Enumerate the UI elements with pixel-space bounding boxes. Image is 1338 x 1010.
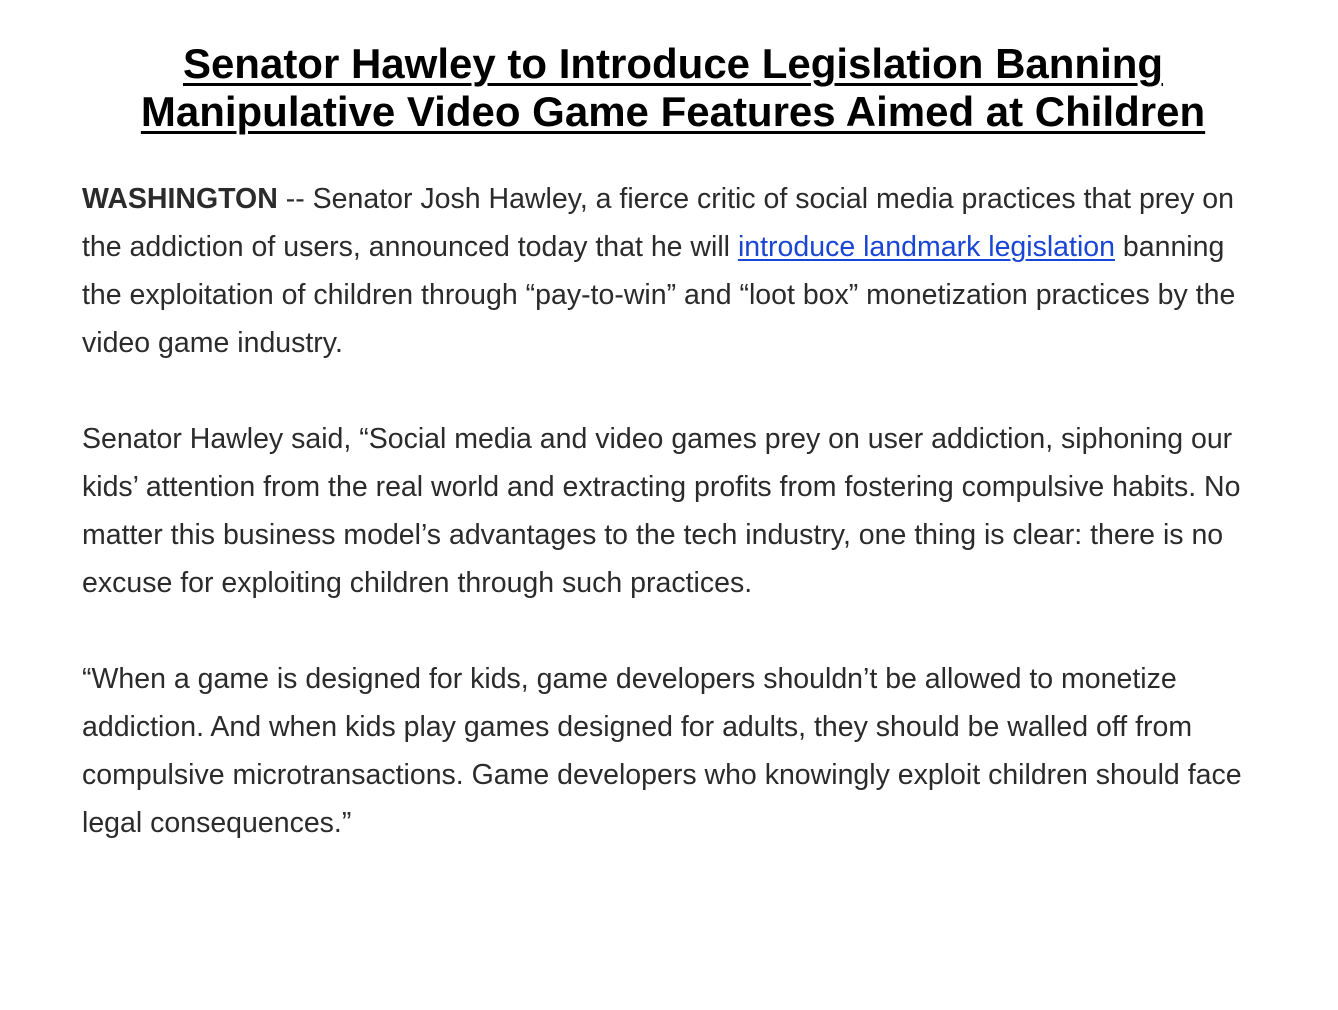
- dateline: WASHINGTON: [82, 183, 278, 215]
- paragraph-quote-2: “When a game is designed for kids, game developers shouldn’t be allowed to monetize addiction. And when kids play games designed for adults, they should be walled off from compulsive microtransactions. Game developers who knowingly exploit children should face legal consequences.”: [82, 663, 1242, 839]
- headline: Senator Hawley to Introduce Legislation Banning Manipulative Video Game Features Aimed at Children: [140, 40, 1206, 135]
- paragraph-intro: [82, 175, 1264, 367]
- intro-text-before-link: -- Senator Josh Hawley, a fierce critic of social media practices that prey on the addiction of users, announced today that he will: [82, 183, 1235, 263]
- paragraph-quote-1: Senator Hawley said, “Social media and video games prey on user addiction, siphoning our kids’ attention from the real world and extracting profits from fostering compulsive habits. No matter this business model’s advantages to the tech industry, one thing is clear: there is no excuse for exploiting children through such practices.: [82, 423, 1241, 599]
- legislation-link[interactable]: introduce landmark legislation: [737, 231, 1115, 263]
- press-release: [82, 40, 1264, 895]
- intro-text-after-link: banning the exploitation of children through “pay-to-win” and “loot box” monetization practices by the video game industry.: [82, 231, 1236, 359]
